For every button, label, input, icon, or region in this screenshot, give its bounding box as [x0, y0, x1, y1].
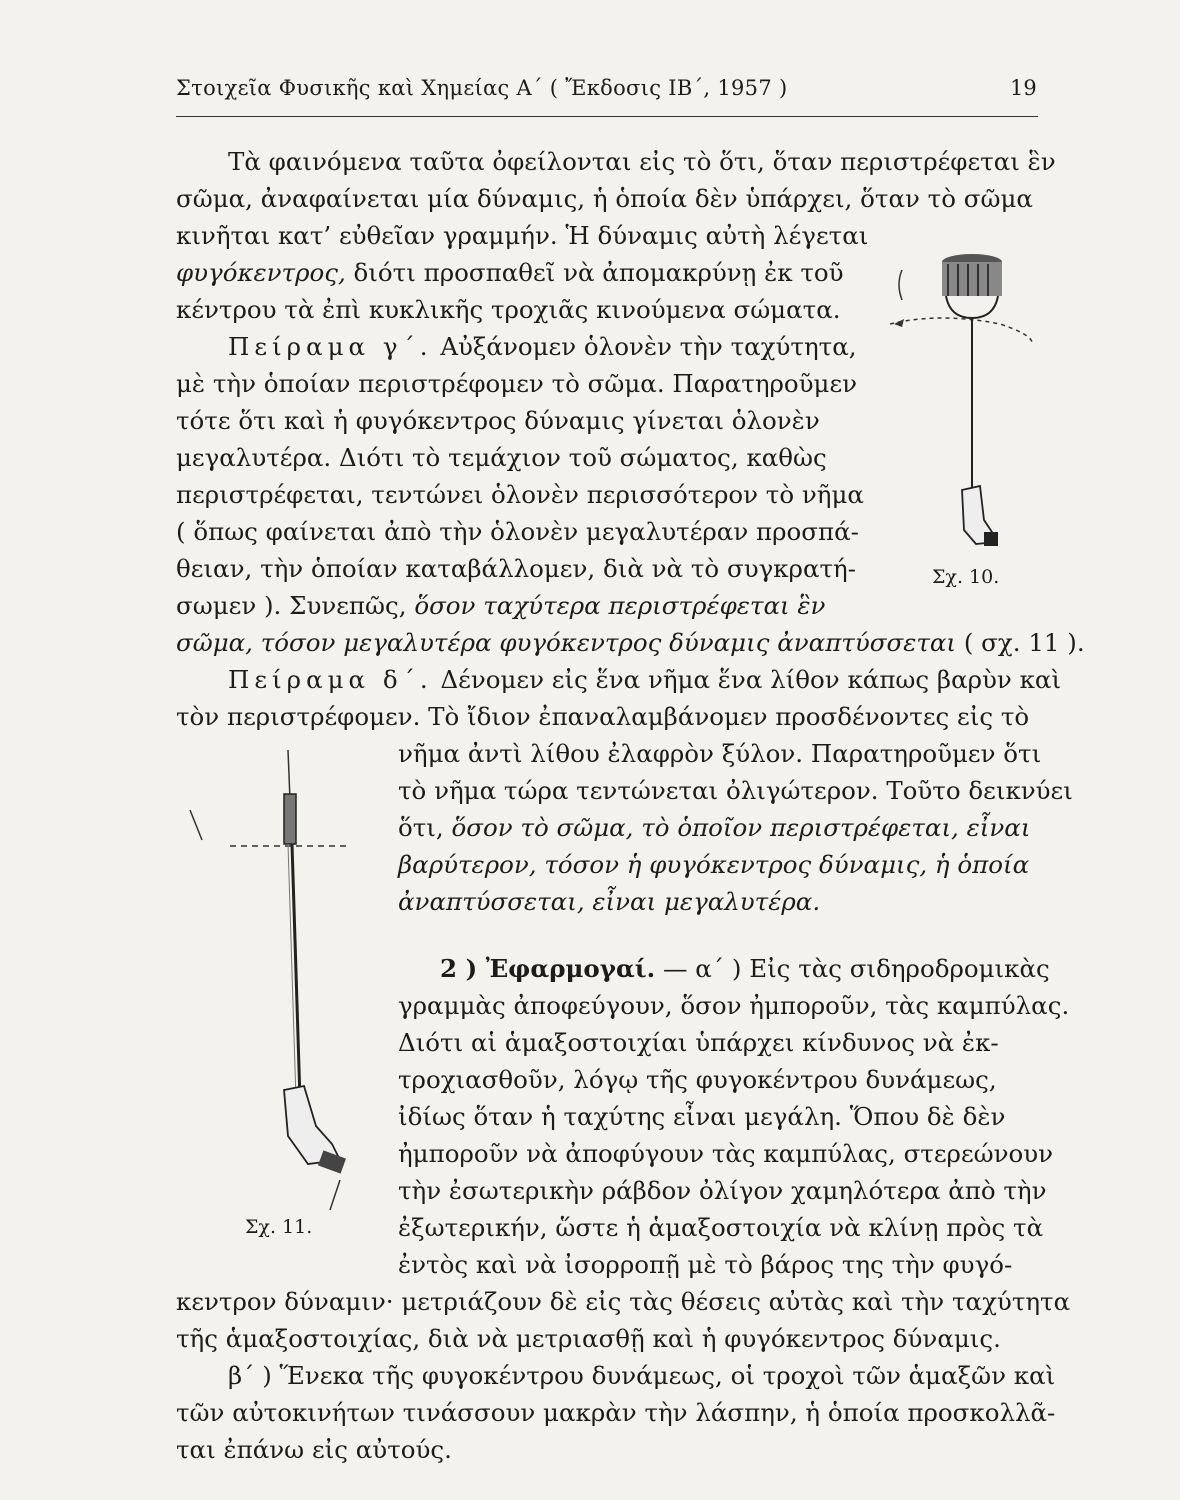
text-line: β΄ ) Ἕνεκα τῆς φυγοκέντρου δυνάμεως, οἱ τροχοὶ τῶν ἁμαξῶν καὶ [228, 1361, 1056, 1390]
text-span: σωμεν ). Συνεπῶς, [176, 591, 407, 620]
text-line: τὴν ἐσωτερικὴν ράβδον ὀλίγον χαμηλότερα ἀπὸ τὴν [398, 1176, 1047, 1205]
text-line: ἀναπτύσσεται, εἶναι μεγαλυτέρα. [398, 887, 821, 916]
text-line [228, 332, 857, 362]
text-line [228, 665, 1061, 695]
text-line: νῆμα ἀντὶ λίθου ἐλαφρὸν ξύλον. Παρατηροῦμεν ὅτι [398, 739, 1042, 768]
running-header: Στοιχεῖα Φυσικῆς καὶ Χημείας Α΄ ( Ἔκδοσις ΙΒ΄, 1957 ) [176, 76, 788, 100]
text-span: ( σχ. 11 ). [956, 628, 1085, 657]
text-span: — α΄ ) Εἰς τὰς σιδηροδρομικὰς [655, 954, 1050, 983]
text-span: διότι προσπαθεῖ νὰ ἀπομακρύνῃ ἐκ τοῦ [345, 258, 844, 287]
rotation-path [890, 318, 1032, 342]
hand-drawing [284, 1086, 340, 1164]
cuff [318, 1150, 346, 1173]
text-line [176, 591, 825, 621]
edge-mark [190, 810, 202, 840]
figure-11-illustration [180, 740, 380, 1220]
experiment-heading: Πείραμα δ΄. [228, 665, 433, 694]
experiment-heading: Πείραμα γ΄. [228, 332, 433, 361]
rod-line [292, 844, 300, 1100]
text-line: κεντρον δύναμιν· μετριάζουν δὲ εἰς τὰς θέσεις αὐτὰς καὶ τὴν ταχύτητα [176, 1287, 1071, 1316]
text-line: ἐξωτερικήν, ὥστε ἡ ἁμαξοστοιχία νὰ κλίνῃ πρὸς τὰ [398, 1213, 1044, 1242]
text-line: Διότι αἱ ἁμαξοστοιχίαι ὑπάρχει κίνδυνος νὰ ἐκ- [398, 1028, 999, 1057]
text-line: τῆς ἁμαξοστοιχίας, διὰ νὰ μετριασθῇ καὶ ἡ φυγόκεντρος δύναμις. [176, 1324, 1001, 1353]
cylinder-weight [942, 254, 1002, 318]
text-line: γραμμὰς ἀποφεύγουν, ὅσον ἠμποροῦν, τὰς καμπύλας. [398, 991, 1070, 1020]
text-line: σῶμα, ἀναφαίνεται μία δύναμις, ἡ ὁποία δὲν ὑπάρχει, ὅταν τὸ σῶμα [176, 184, 1033, 213]
text-line: ται ἐπάνω εἰς αὐτούς. [176, 1435, 452, 1464]
text-line: ( ὅπως φαίνεται ἀπὸ τὴν ὁλονὲν μεγαλυτέραν προσπά- [176, 517, 859, 546]
text-line: Τὰ φαινόμενα ταῦτα ὀφείλονται εἰς τὸ ὅτι, ὅταν περιστρέφεται ἓν [228, 147, 1056, 176]
text-line [440, 954, 1050, 984]
text-span: Δένομεν εἰς ἕνα νῆμα ἕνα λίθον κάπως βαρὺν καὶ [432, 665, 1062, 694]
emphasis-text: σῶμα, τόσον μεγαλυτέρα φυγόκεντρος δύναμις ἀναπτύσσεται [176, 628, 957, 657]
text-line: κέντρου τὰ ἐπὶ κυκλικῆς τροχιᾶς κινούμενα σώματα. [176, 295, 841, 324]
emphasis-text: ὅσον τὸ σῶμα, τὸ ὁποῖον περιστρέφεται, εἶναι [443, 813, 1031, 842]
text-line: περιστρέφεται, τεντώνει ὁλονὲν περισσότερον τὸ νῆμα [176, 480, 864, 509]
text-span: ὅτι, [398, 813, 444, 842]
text-line: ἠμποροῦν νὰ ἀποφύγουν τὰς καμπύλας, στερεώνουν [398, 1139, 1054, 1168]
figure-10-caption: Σχ. 10. [932, 566, 1000, 588]
text-line: θειαν, τὴν ὁποίαν καταβάλλομεν, διὰ νὰ τὸ συγκρατή- [176, 554, 857, 583]
string-top [288, 750, 290, 800]
text-line: ἰδίως ὅταν ἡ ταχύτης εἶναι μεγάλη. Ὅπου δὲ δὲν [398, 1102, 1006, 1131]
cuff [984, 532, 998, 546]
text-line: τῶν αὐτοκινήτων τινάσσουν μακρὰν τὴν λάσπην, ἡ ὁποία προσκολλᾶ- [176, 1398, 1056, 1427]
text-line [176, 258, 844, 288]
text-line: τὸν περιστρέφομεν. Τὸ ἴδιον ἐπαναλαμβάνομεν προσδένοντες εἰς τὸ [176, 702, 1030, 731]
emphasis-text: ὅσον ταχύτερα περιστρέφεται ἓν [406, 591, 826, 620]
text-line [176, 628, 1085, 658]
text-line: ἐντὸς καὶ νὰ ἰσορροπῇ μὲ τὸ βάρος της τὴν φυγό- [398, 1250, 1013, 1279]
section-heading: 2 ) Ἐφαρμογαί. [440, 954, 656, 983]
figure-11-caption: Σχ. 11. [245, 1216, 313, 1238]
text-line: μὲ τὴν ὁποίαν περιστρέφομεν τὸ σῶμα. Παρατηροῦμεν [176, 369, 858, 398]
text-line: κινῆται κατ’ εὐθεῖαν γραμμήν. Ἡ δύναμις αὐτὴ λέγεται [176, 221, 869, 250]
figure-10-illustration [880, 240, 1040, 600]
text-line: μεγαλυτέρα. Διότι τὸ τεμάχιον τοῦ σώματος, καθὼς [176, 443, 827, 472]
text-span: Αὐξάνομεν ὁλονὲν τὴν ταχύτητα, [432, 332, 857, 361]
stone-body [284, 794, 296, 844]
arrow-head [894, 319, 904, 327]
bracket-mark [899, 270, 902, 300]
header-rule [176, 116, 1038, 117]
page-number: 19 [1010, 76, 1037, 100]
edge-mark [330, 1180, 340, 1210]
term-centrifugal: φυγόκεντρος, [176, 258, 346, 287]
text-line: βαρύτερον, τόσον ἡ φυγόκεντρος δύναμις, ἡ ὁποία [398, 850, 1030, 879]
text-line [398, 813, 1030, 843]
text-line: τροχιασθοῦν, λόγῳ τῆς φυγοκέντρου δυνάμεως, [398, 1065, 997, 1094]
text-line: τότε ὅτι καὶ ἡ φυγόκεντρος δύναμις γίνεται ὁλονὲν [176, 406, 820, 435]
text-line: τὸ νῆμα τώρα τεντώνεται ὀλιγώτερον. Τοῦτο δεικνύει [398, 776, 1073, 805]
